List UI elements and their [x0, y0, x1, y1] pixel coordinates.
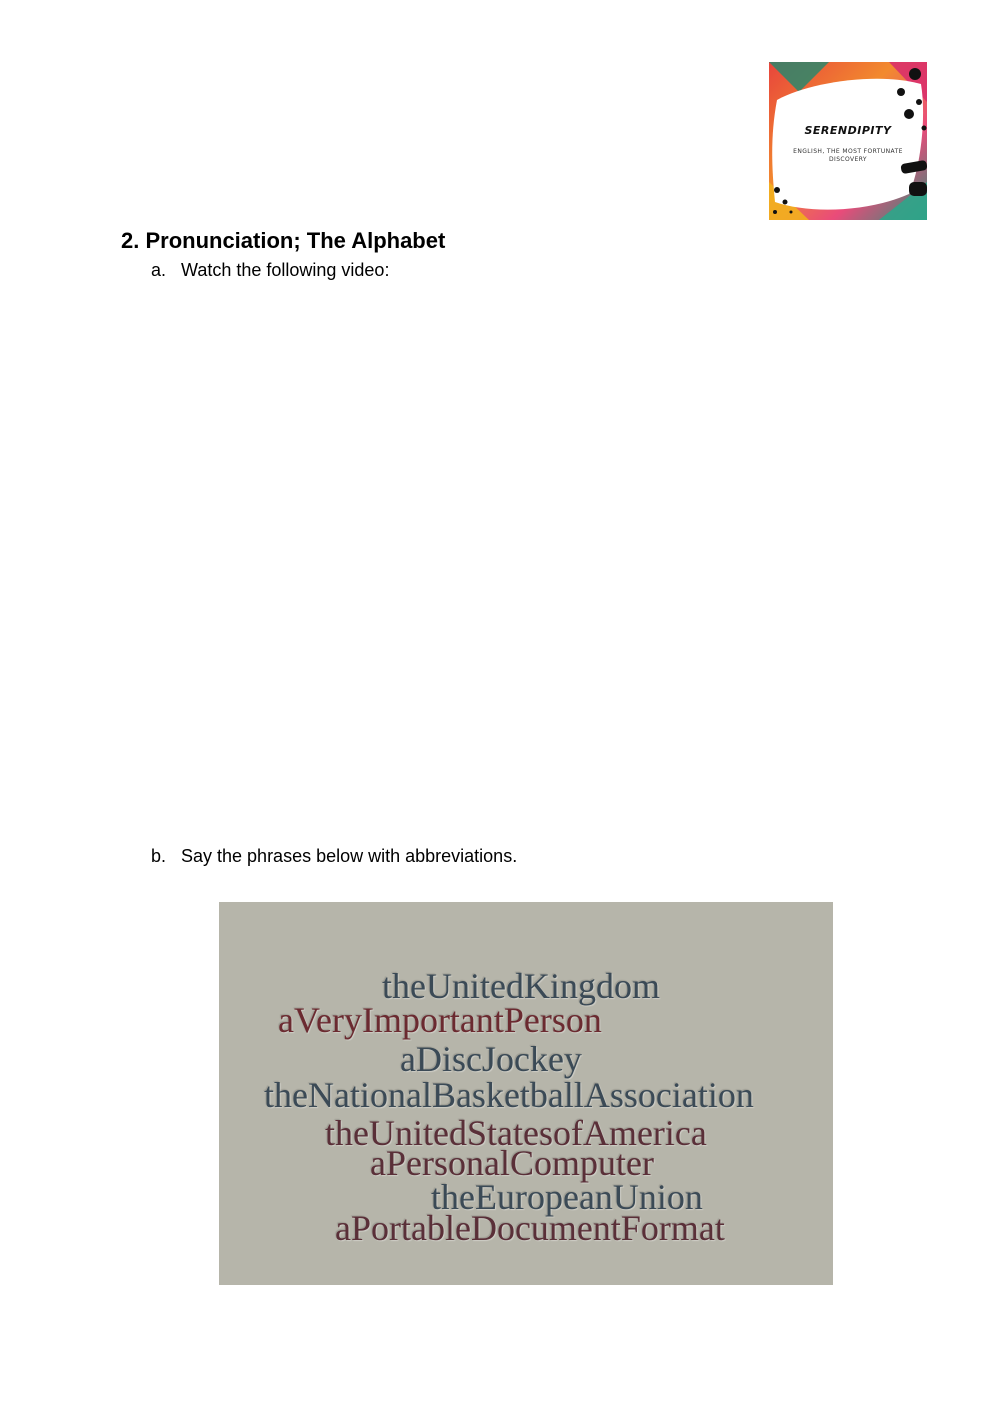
phrase-0: theUnitedKingdom: [382, 966, 660, 1006]
logo-title: SERENDIPITY: [804, 124, 892, 137]
phrase-4: theUnitedStatesofAmerica: [325, 1113, 707, 1153]
phrase-7: aPortableDocumentFormat: [335, 1208, 725, 1248]
list-marker-b: b.: [151, 846, 167, 866]
phrase-1: aVeryImportantPerson: [278, 1000, 602, 1040]
list-text-b: Say the phrases below with abbreviations.: [181, 846, 518, 866]
phrase-3: theNationalBasketballAssociation: [264, 1075, 754, 1115]
list-text-a: Watch the following video:: [181, 260, 390, 280]
phrase-5: aPersonalComputer: [370, 1143, 654, 1183]
section-heading: 2. Pronunciation; The Alphabet: [121, 228, 446, 253]
list-marker-a: a.: [151, 260, 167, 280]
serendipity-logo: [769, 62, 927, 220]
phrase-2: aDiscJockey: [400, 1039, 582, 1079]
phrase-6: theEuropeanUnion: [431, 1177, 703, 1217]
logo-subtitle: ENGLISH, THE MOST FORTUNATE DISCOVERY: [793, 148, 903, 163]
video-embed-area[interactable]: [151, 295, 841, 825]
logo-paint-background: [769, 62, 927, 220]
phrases-image: [219, 902, 833, 1285]
